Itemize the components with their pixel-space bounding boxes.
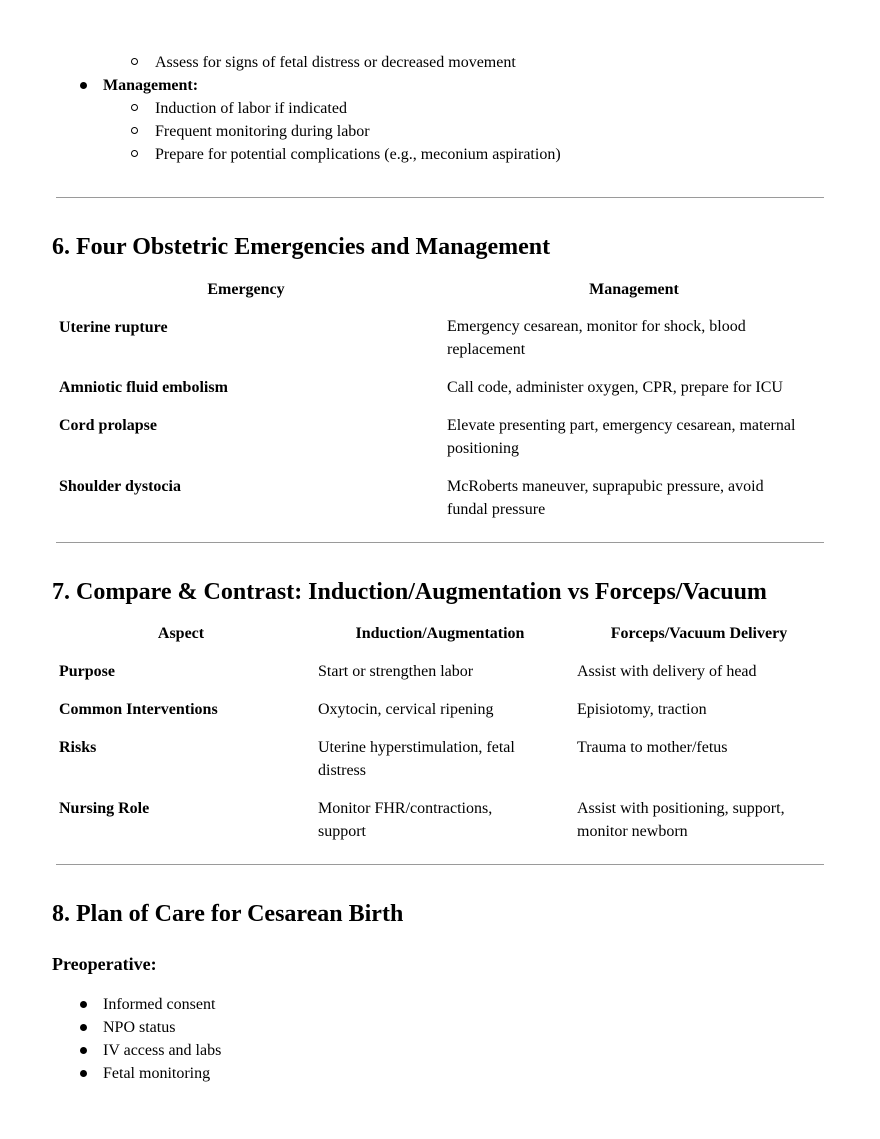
table-cell-management: Call code, administer oxygen, CPR, prepare for ICU — [447, 379, 783, 396]
section-7-title: 7. Compare & Contrast: Induction/Augmentation vs Forceps/Vacuum — [52, 579, 767, 605]
table-header-aspect: Aspect — [157, 625, 205, 642]
list-item: Assess for signs of fetal distress or decreased movement — [155, 54, 516, 71]
table-header-forceps: Forceps/Vacuum Delivery — [610, 625, 788, 642]
table-header-emergency: Emergency — [207, 281, 285, 298]
table-header-induction: Induction/Augmentation — [355, 625, 525, 642]
section-8-title: 8. Plan of Care for Cesarean Birth — [52, 901, 404, 927]
filled-bullet-icon — [80, 1047, 87, 1054]
divider — [56, 864, 824, 865]
section-6-title: 6. Four Obstetric Emergencies and Management — [52, 234, 551, 260]
list-item: NPO status — [103, 1019, 176, 1036]
table-cell-aspect: Purpose — [59, 663, 115, 680]
hollow-bullet-icon — [131, 150, 138, 157]
management-label: Management: — [103, 77, 199, 94]
table-cell-emergency: Uterine rupture — [59, 319, 168, 336]
hollow-bullet-icon — [131, 104, 138, 111]
table-cell-aspect: Common Interventions — [59, 701, 218, 718]
table-cell-management: McRoberts maneuver, suprapubic pressure, avoid fundal pressure — [447, 478, 764, 518]
list-item: Prepare for potential complications (e.g., meconium aspiration) — [155, 146, 561, 163]
divider — [56, 542, 824, 543]
list-item: Fetal monitoring — [103, 1065, 211, 1082]
table-cell-management: Emergency cesarean, monitor for shock, blood replacement — [447, 318, 746, 358]
table-cell-forceps: Trauma to mother/fetus — [577, 739, 728, 756]
table-header-management: Management — [589, 281, 679, 298]
filled-bullet-icon — [80, 1001, 87, 1008]
hollow-bullet-icon — [131, 58, 138, 65]
filled-bullet-icon — [80, 82, 87, 89]
list-item: Frequent monitoring during labor — [155, 123, 370, 140]
table-cell-induction: Monitor FHR/contractions, support — [318, 800, 493, 840]
list-item: Induction of labor if indicated — [155, 100, 347, 117]
table-cell-induction: Oxytocin, cervical ripening — [318, 701, 494, 718]
table-cell-emergency: Shoulder dystocia — [59, 478, 181, 495]
table-cell-aspect: Risks — [59, 739, 97, 756]
preoperative-label: Preoperative: — [52, 954, 157, 974]
filled-bullet-icon — [80, 1024, 87, 1031]
list-item: IV access and labs — [103, 1042, 222, 1059]
filled-bullet-icon — [80, 1070, 87, 1077]
table-cell-emergency: Cord prolapse — [59, 417, 157, 434]
table-cell-induction: Start or strengthen labor — [318, 663, 474, 680]
table-cell-forceps: Assist with positioning, support, monitor newborn — [577, 800, 785, 840]
table-cell-aspect: Nursing Role — [59, 800, 150, 817]
table-cell-emergency: Amniotic fluid embolism — [59, 379, 228, 396]
table-cell-induction: Uterine hyperstimulation, fetal distress — [318, 739, 515, 779]
list-item: Informed consent — [103, 996, 216, 1013]
hollow-bullet-icon — [131, 127, 138, 134]
table-cell-forceps: Episiotomy, traction — [577, 701, 707, 718]
table-cell-management: Elevate presenting part, emergency cesarean, maternal positioning — [447, 417, 796, 457]
divider — [56, 197, 824, 198]
table-cell-forceps: Assist with delivery of head — [577, 663, 757, 680]
